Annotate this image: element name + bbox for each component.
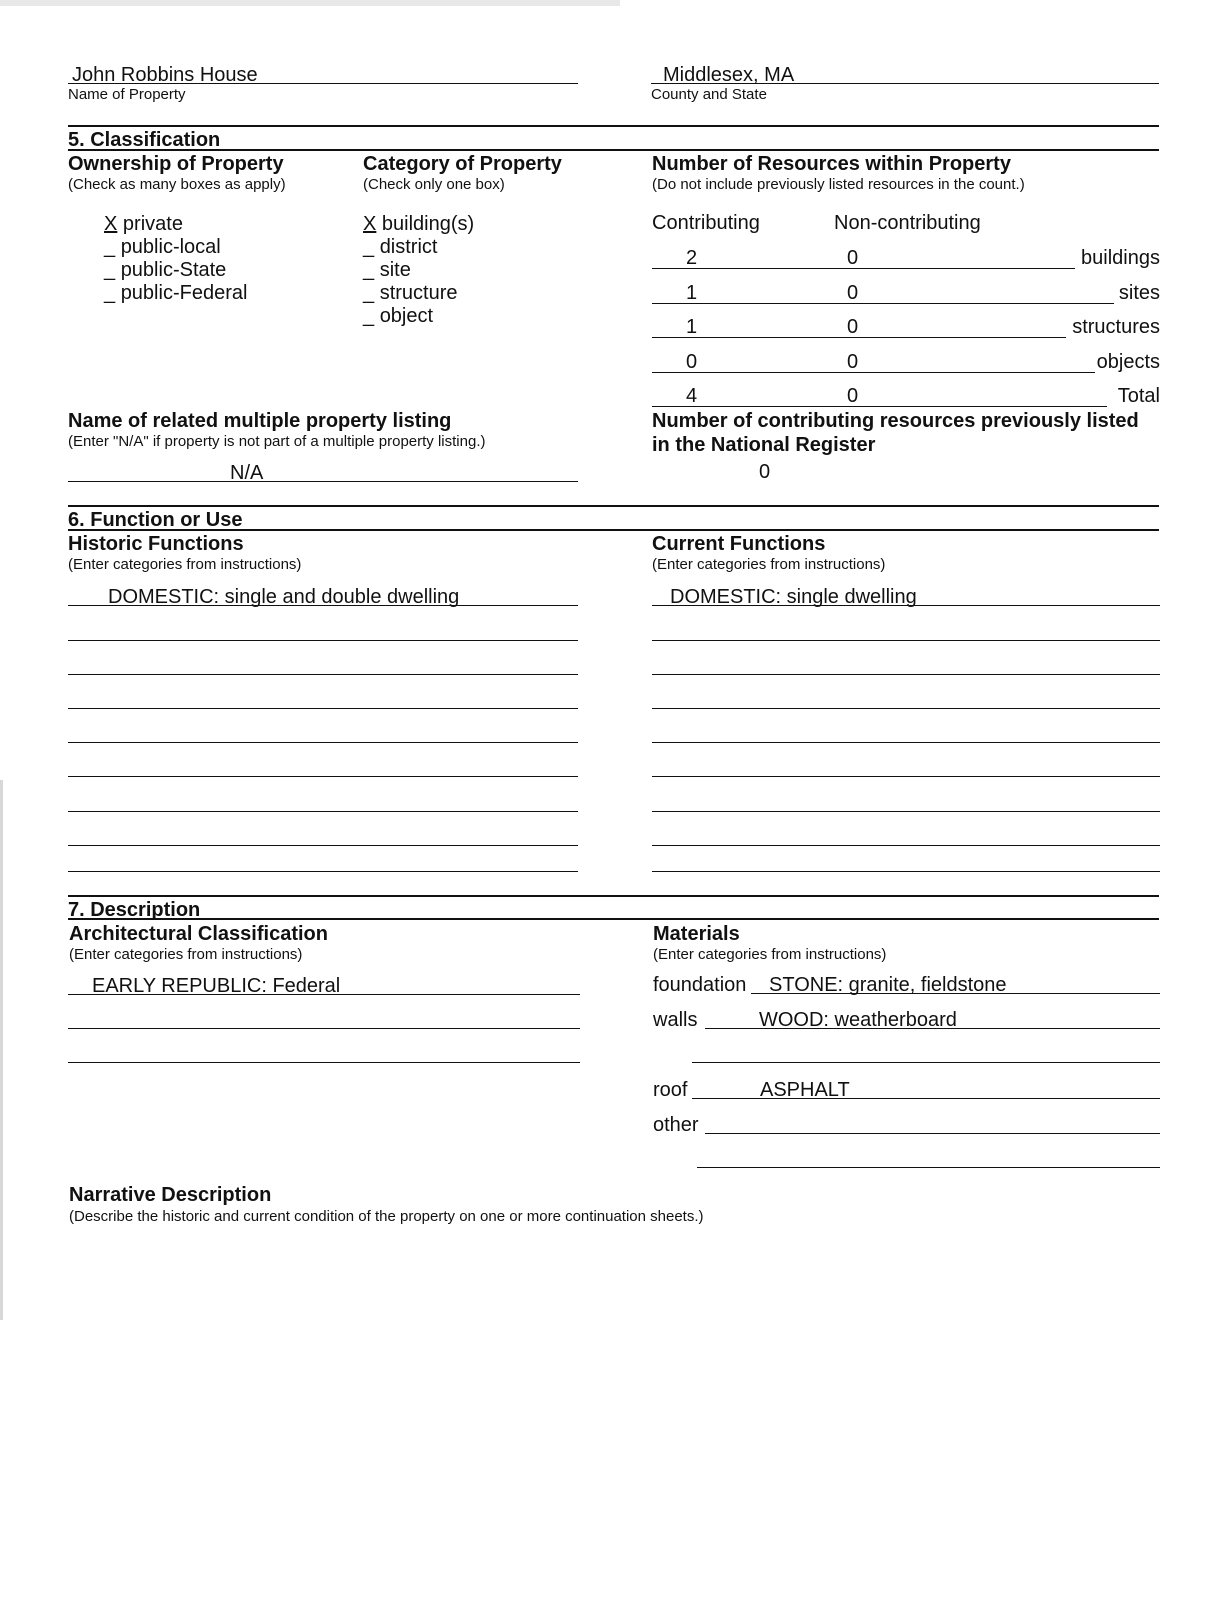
scan-artifact-left — [0, 780, 3, 1320]
ownership-option-public-federal[interactable] — [104, 282, 247, 305]
multiple-listing-value: N/A — [230, 462, 264, 484]
resources-note: (Do not include previously listed resources in the count.) — [652, 176, 1025, 193]
county-state-line — [651, 83, 1159, 84]
resource-noncontributing: 0 — [847, 351, 859, 373]
section7-bottom-rule — [68, 918, 1159, 920]
function-line — [652, 674, 1160, 675]
multiple-listing-note: (Enter "N/A" if property is not part of a multiple property listing.) — [68, 433, 486, 450]
resource-line — [652, 372, 1095, 373]
section5-bottom-rule — [68, 149, 1159, 151]
current-functions-title: Current Functions — [652, 533, 826, 555]
current-functions-note: (Enter categories from instructions) — [652, 556, 886, 573]
category-option-site[interactable] — [363, 259, 474, 282]
section6-top-rule — [68, 505, 1159, 507]
category-mark: _ — [363, 236, 375, 258]
category-label: structure — [379, 282, 458, 304]
section7-title: 7. Description — [68, 899, 201, 921]
ownership-label: public-local — [120, 236, 221, 258]
function-line — [652, 845, 1160, 846]
resource-noncontributing: 0 — [847, 247, 859, 269]
property-name-caption: Name of Property — [68, 86, 186, 103]
walls-line-2 — [692, 1062, 1160, 1063]
resource-noncontributing: 0 — [847, 316, 859, 338]
ownership-mark: _ — [104, 282, 116, 304]
function-line — [652, 640, 1160, 641]
county-state-caption: County and State — [651, 86, 767, 103]
category-option-object[interactable] — [363, 305, 474, 328]
multiple-listing-title: Name of related multiple property listing — [68, 410, 452, 432]
resource-contributing-total: 4 — [686, 385, 698, 407]
category-label: district — [379, 236, 438, 258]
foundation-value: STONE: granite, fieldstone — [769, 974, 1007, 996]
function-line — [68, 871, 578, 872]
scan-artifact-top — [0, 0, 620, 6]
category-title: Category of Property — [363, 153, 562, 175]
current-functions-value: DOMESTIC: single dwelling — [670, 586, 917, 608]
architectural-line — [68, 994, 580, 995]
ownership-label: public-Federal — [120, 282, 248, 304]
walls-label: walls — [653, 1009, 698, 1031]
ownership-option-public-local[interactable] — [104, 236, 247, 259]
function-line — [652, 605, 1160, 606]
resource-contributing: 1 — [686, 282, 698, 304]
section6-bottom-rule — [68, 529, 1159, 531]
function-line — [652, 811, 1160, 812]
category-label: building(s) — [381, 213, 475, 235]
architectural-line — [68, 1028, 580, 1029]
resource-contributing: 2 — [686, 247, 698, 269]
historic-functions-title: Historic Functions — [68, 533, 244, 555]
function-line — [652, 776, 1160, 777]
previously-listed-value: 0 — [759, 461, 771, 483]
property-name-value: John Robbins House — [72, 64, 258, 86]
function-line — [68, 776, 578, 777]
other-line-2 — [697, 1167, 1160, 1168]
col-contributing: Contributing — [652, 212, 760, 234]
resource-noncontributing: 0 — [847, 282, 859, 304]
materials-title: Materials — [653, 923, 740, 945]
narrative-note: (Describe the historic and current condition of the property on one or more continuation sheets.) — [69, 1208, 704, 1225]
walls-value: WOOD: weatherboard — [759, 1009, 957, 1031]
ownership-title: Ownership of Property — [68, 153, 284, 175]
category-note: (Check only one box) — [363, 176, 505, 193]
ownership-mark: _ — [104, 259, 116, 281]
previously-listed-title-2: in the National Register — [652, 434, 876, 456]
section7-top-rule — [68, 895, 1159, 897]
architectural-line — [68, 1062, 580, 1063]
previously-listed-title-1: Number of contributing resources previously listed — [652, 410, 1139, 432]
ownership-option-public-state[interactable] — [104, 259, 247, 282]
ownership-mark: _ — [104, 236, 116, 258]
category-option-district[interactable] — [363, 236, 474, 259]
function-line — [68, 742, 578, 743]
col-noncontributing: Non-contributing — [834, 212, 981, 234]
resources-title: Number of Resources within Property — [652, 153, 1011, 175]
category-mark: _ — [363, 305, 375, 327]
materials-note: (Enter categories from instructions) — [653, 946, 887, 963]
function-line — [68, 674, 578, 675]
resource-label-buildings: buildings — [1081, 247, 1160, 269]
walls-line — [705, 1028, 1160, 1029]
roof-value: ASPHALT — [760, 1079, 850, 1101]
resource-label-objects: objects — [1096, 351, 1160, 373]
function-line — [652, 871, 1160, 872]
ownership-options — [104, 213, 247, 305]
property-name-line — [68, 83, 578, 84]
ownership-label: private — [122, 213, 183, 235]
historic-functions-note: (Enter categories from instructions) — [68, 556, 302, 573]
function-line — [652, 742, 1160, 743]
function-line — [652, 708, 1160, 709]
multiple-listing-line — [68, 481, 578, 482]
roof-line — [692, 1098, 1160, 1099]
ownership-label: public-State — [120, 259, 227, 281]
resource-line-total — [652, 406, 1107, 407]
function-line — [68, 640, 578, 641]
narrative-title: Narrative Description — [69, 1184, 272, 1206]
category-option-buildings[interactable] — [363, 213, 474, 236]
resource-noncontributing-total: 0 — [847, 385, 859, 407]
function-line — [68, 708, 578, 709]
roof-label: roof — [653, 1079, 688, 1101]
foundation-line — [751, 993, 1160, 994]
architectural-note: (Enter categories from instructions) — [69, 946, 303, 963]
resource-contributing: 1 — [686, 316, 698, 338]
category-mark: X — [363, 213, 377, 235]
category-mark: _ — [363, 259, 375, 281]
category-option-structure[interactable] — [363, 282, 474, 305]
section6-title: 6. Function or Use — [68, 509, 243, 531]
other-line — [705, 1133, 1160, 1134]
resource-line — [652, 303, 1114, 304]
function-line — [68, 605, 578, 606]
section5-top-rule — [68, 125, 1159, 127]
ownership-note: (Check as many boxes as apply) — [68, 176, 286, 193]
resource-contributing: 0 — [686, 351, 698, 373]
resource-label-total: Total — [1117, 385, 1160, 407]
category-label: site — [379, 259, 411, 281]
resource-line — [652, 337, 1066, 338]
section5-title: 5. Classification — [68, 129, 221, 151]
resource-label-structures: structures — [1072, 316, 1160, 338]
resource-label-sites: sites — [1118, 282, 1160, 304]
function-line — [68, 845, 578, 846]
ownership-option-private[interactable] — [104, 213, 247, 236]
function-line — [68, 811, 578, 812]
resource-line — [652, 268, 1075, 269]
historic-functions-value: DOMESTIC: single and double dwelling — [108, 586, 460, 608]
category-mark: _ — [363, 282, 375, 304]
architectural-value: EARLY REPUBLIC: Federal — [92, 975, 341, 997]
category-options — [363, 213, 474, 328]
architectural-title: Architectural Classification — [69, 923, 328, 945]
category-label: object — [379, 305, 434, 327]
other-label: other — [653, 1114, 699, 1136]
ownership-mark: X — [104, 213, 118, 235]
foundation-label: foundation — [653, 974, 747, 996]
county-state-value: Middlesex, MA — [663, 64, 795, 86]
